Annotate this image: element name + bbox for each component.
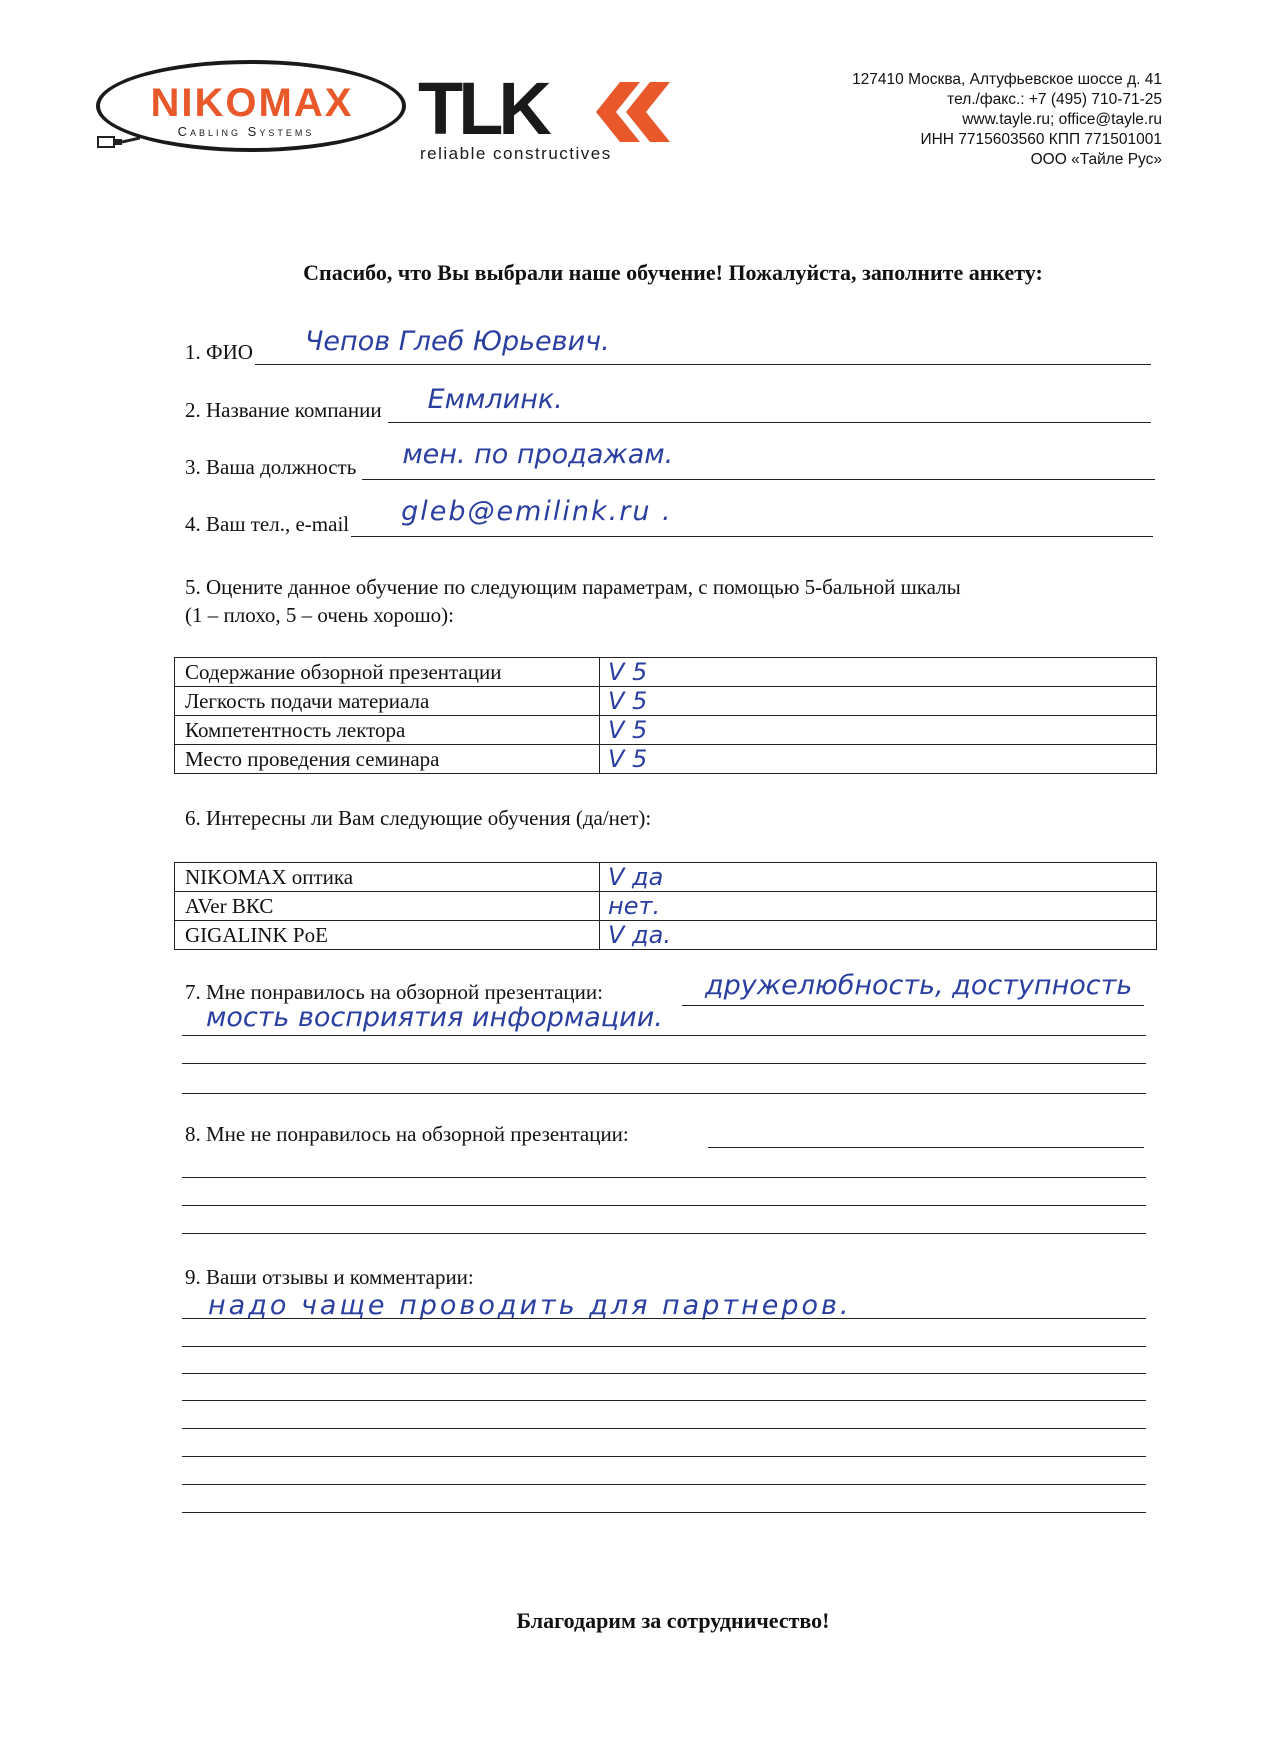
q7-label: 7. Мне понравилось на обзорной презентации: xyxy=(185,980,603,1004)
q5-line1: 5. Оцените данное обучение по следующим параметрам, с помощью 5-бальной шкалы xyxy=(185,575,961,599)
q9-answer-line[interactable] xyxy=(182,1318,1146,1319)
form-title: Спасибо, что Вы выбрали наше обучение! Пожалуйста, заполните анкету: xyxy=(303,260,1043,285)
company-input-line[interactable] xyxy=(388,384,1151,423)
company-label: 2. Название компании xyxy=(185,398,382,422)
q7-answer-line[interactable] xyxy=(182,1035,1146,1036)
tlk-subtitle: reliable constructives xyxy=(420,144,612,163)
q7-answer-line[interactable] xyxy=(682,1005,1144,1006)
rating-mark: V 5 xyxy=(608,745,648,773)
row-mark-cell[interactable] xyxy=(600,687,1157,716)
table-row xyxy=(175,921,1157,950)
position-field[interactable] xyxy=(185,439,1155,480)
q9-answer-line[interactable] xyxy=(182,1484,1146,1485)
table-row xyxy=(175,716,1157,745)
q9-answer-line[interactable] xyxy=(182,1346,1146,1347)
contact-value: gleb@emilink.ru . xyxy=(401,496,673,527)
row-label: Место проведения семинара xyxy=(175,745,600,774)
q7-answer-line[interactable] xyxy=(182,1063,1146,1064)
fio-input-line[interactable] xyxy=(255,326,1151,365)
address-line: 127410 Москва, Алтуфьевское шоссе д. 41 xyxy=(852,71,1162,88)
position-input-line[interactable] xyxy=(362,439,1155,480)
table-row xyxy=(175,687,1157,716)
contact-input-line[interactable] xyxy=(351,496,1153,537)
rating-mark: V 5 xyxy=(608,658,648,686)
tlk-logo xyxy=(418,67,668,164)
q8-answer-line[interactable] xyxy=(182,1177,1146,1178)
q5-line2: (1 – плохо, 5 – очень хорошо): xyxy=(185,603,454,627)
row-label: Содержание обзорной презентации xyxy=(175,658,600,687)
nikomax-subtitle: Cabling Systems xyxy=(177,124,315,139)
q9-label: 9. Ваши отзывы и комментарии: xyxy=(185,1265,474,1289)
position-label: 3. Ваша должность xyxy=(185,455,357,479)
company-field[interactable] xyxy=(185,384,1151,423)
q9-answer-line[interactable] xyxy=(182,1512,1146,1513)
answer-mark: V да. xyxy=(608,921,671,949)
row-mark-cell[interactable] xyxy=(600,863,1157,892)
web-line: www.tayle.ru; office@tayle.ru xyxy=(962,111,1162,128)
row-label: NIKOMAX оптика xyxy=(175,863,600,892)
rating-table xyxy=(174,657,1157,774)
q9-answer: надо чаще проводить для партнеров. xyxy=(208,1290,852,1321)
company-value: Еммлинк. xyxy=(427,384,563,415)
row-label: Компетентность лектора xyxy=(175,716,600,745)
fio-field[interactable] xyxy=(185,326,1151,365)
fio-value: Чепов Глеб Юрьевич. xyxy=(304,326,610,357)
row-mark-cell[interactable] xyxy=(600,921,1157,950)
thank-you-footer: Благодарим за сотрудничество! xyxy=(516,1608,830,1633)
q7-answer-line[interactable] xyxy=(182,1093,1146,1094)
chevrons-icon xyxy=(586,82,676,142)
nikomax-wordmark: NIKOMAX xyxy=(150,81,354,125)
q8-answer-line[interactable] xyxy=(708,1147,1144,1148)
table-row xyxy=(175,658,1157,687)
q8-label: 8. Мне не понравилось на обзорной презентации: xyxy=(185,1122,629,1146)
answer-mark: V да xyxy=(608,863,664,891)
cable-plug-icon xyxy=(94,132,140,152)
answer-mark: нет. xyxy=(608,892,661,920)
row-mark-cell[interactable] xyxy=(600,716,1157,745)
row-label: Легкость подачи материала xyxy=(175,687,600,716)
table-row xyxy=(175,745,1157,774)
position-value: мен. по продажам. xyxy=(402,439,674,470)
row-mark-cell[interactable] xyxy=(600,745,1157,774)
q9-answer-line[interactable] xyxy=(182,1400,1146,1401)
q5-text xyxy=(185,573,961,629)
tax-line: ИНН 7715603560 КПП 771501001 xyxy=(920,131,1162,148)
row-mark-cell[interactable] xyxy=(600,892,1157,921)
q9-answer-line[interactable] xyxy=(182,1428,1146,1429)
company-info xyxy=(852,70,1162,170)
company-name-line: ООО «Тайле Рус» xyxy=(1030,151,1162,168)
table-row xyxy=(175,863,1157,892)
table-row xyxy=(175,892,1157,921)
q6-text: 6. Интересны ли Вам следующие обучения (да/нет): xyxy=(185,806,652,830)
q7-answer-line1: дружелюбность, доступность xyxy=(705,970,1133,1001)
q7-answer-line2: мость восприятия информации. xyxy=(206,1002,663,1033)
row-label: AVer ВКС xyxy=(175,892,600,921)
phone-line: тел./факс.: +7 (495) 710-71-25 xyxy=(947,91,1162,108)
row-label: GIGALINK PoE xyxy=(175,921,600,950)
tlk-wordmark: TLK xyxy=(418,67,547,150)
fio-label: 1. ФИО xyxy=(185,340,253,364)
q9-answer-line[interactable] xyxy=(182,1373,1146,1374)
contact-label: 4. Ваш тел., e-mail xyxy=(185,512,350,536)
q9-answer-line[interactable] xyxy=(182,1456,1146,1457)
rating-mark: V 5 xyxy=(608,687,648,715)
contact-field[interactable] xyxy=(185,496,1153,537)
row-mark-cell[interactable] xyxy=(600,658,1157,687)
nikomax-logo xyxy=(96,60,408,156)
q8-answer-line[interactable] xyxy=(182,1205,1146,1206)
courses-table xyxy=(174,862,1157,950)
q8-answer-line[interactable] xyxy=(182,1233,1146,1234)
rating-mark: V 5 xyxy=(608,716,648,744)
